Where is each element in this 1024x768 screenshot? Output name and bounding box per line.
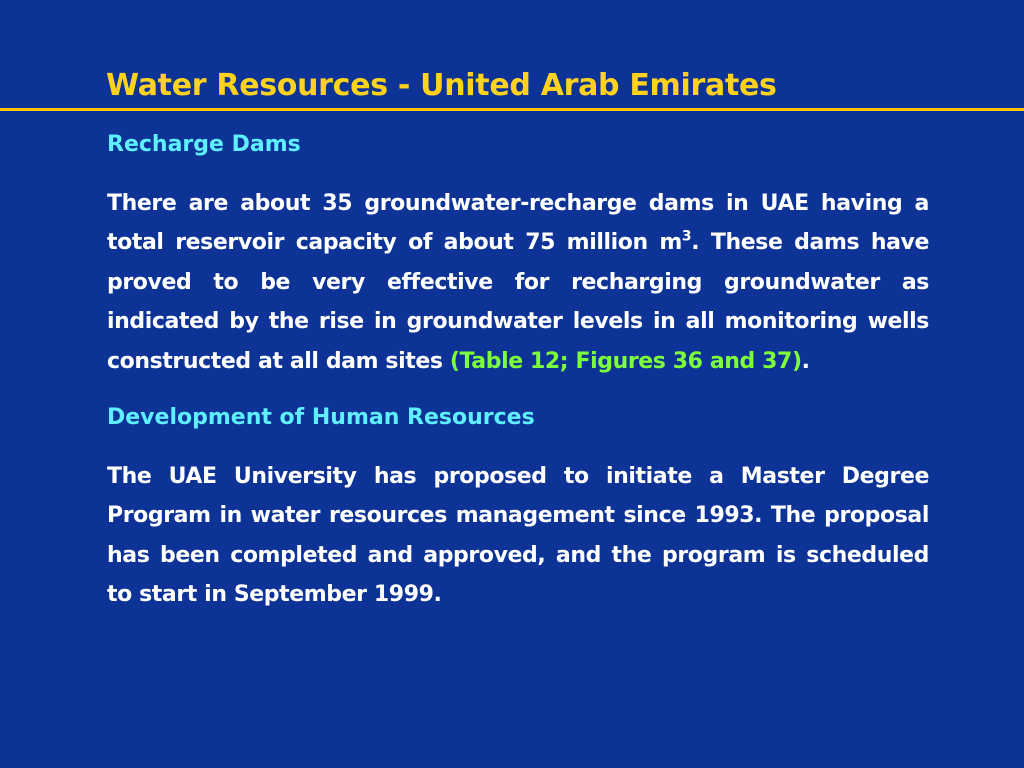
slide-content [107, 126, 929, 633]
slide-title: Water Resources - United Arab Emirates [106, 68, 777, 103]
section-heading-human-resources: Development of Human Resources [107, 405, 535, 431]
superscript-3: 3 [681, 229, 692, 246]
recharge-text-part2: . These dams have proved to be very effective for recharging groundwater as indicated by the rise in groundwater levels in all monitoring wells constructed at all dam sites [107, 230, 929, 374]
section-text-human-resources: The UAE University has proposed to initiate a Master Degree Program in water resources management since 1993. The proposal has been completed and approved, and the program is scheduled to start in September 1999. [107, 464, 929, 608]
recharge-text-part1: There are about 35 groundwater-recharge dams in UAE having a total reservoir capacity of about 75 million m [107, 191, 929, 256]
recharge-text-end: . [801, 348, 810, 374]
section-text-recharge-dams [107, 184, 929, 381]
section-heading-recharge-dams: Recharge Dams [107, 132, 301, 157]
title-divider [0, 108, 1024, 111]
figure-reference: (Table 12; Figures 36 and 37) [449, 348, 802, 374]
